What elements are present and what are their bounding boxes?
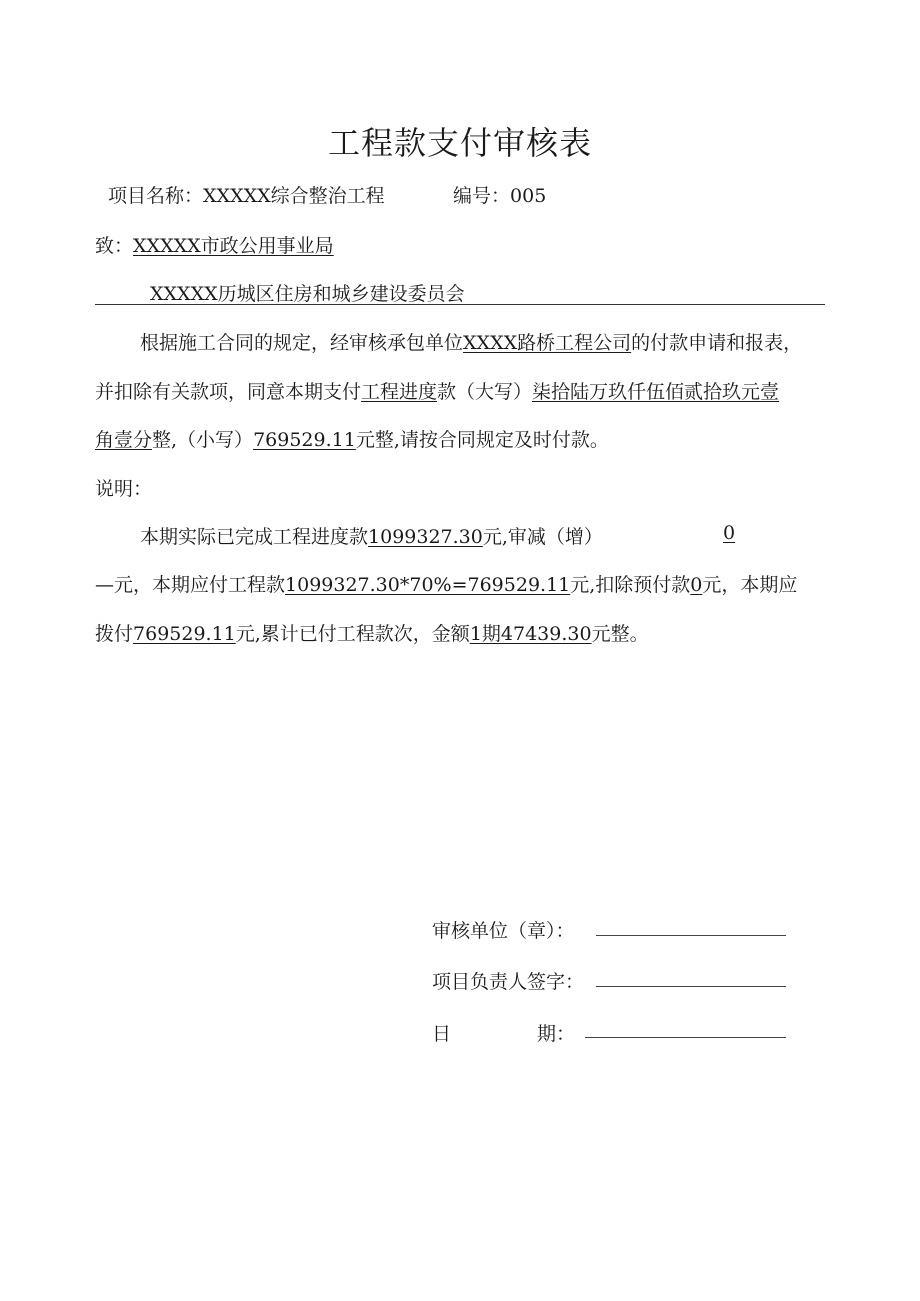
- notes-line-3: [95, 619, 649, 646]
- notes-text: 本期实际已完成工程进度款: [140, 526, 369, 548]
- page-title: 工程款支付审核表: [327, 124, 592, 162]
- body-text: 元整,请按合同规定及时付款。: [355, 429, 609, 451]
- date-label-2: 期：: [537, 1023, 576, 1045]
- body-text: 并扣除有关款项，同意本期支付: [95, 381, 362, 403]
- date-sign-line[interactable]: [585, 1037, 786, 1038]
- amount-words-1: 柒拾陆万玖仟伍佰贰拾玖元壹: [532, 381, 780, 403]
- recipient-line-1: [95, 231, 334, 258]
- manager-sign-line[interactable]: [596, 986, 786, 987]
- payment-type: 工程进度: [361, 381, 438, 403]
- divider-rule: [95, 304, 825, 305]
- notes-text: 元整。: [591, 623, 649, 645]
- body-text: 根据施工合同的规定，经审核承包单位: [140, 332, 464, 354]
- completed-amount: 1099327.30: [368, 526, 483, 548]
- body-line-2: [95, 377, 779, 404]
- manager-signature-label: 项目负责人签字：: [432, 971, 585, 993]
- number-line: [453, 181, 546, 208]
- number-label: 编号：: [453, 185, 511, 207]
- audit-adjustment: 0: [723, 522, 736, 544]
- payable-calculation: 1099327.30*70%=769529.11: [285, 574, 571, 596]
- project-label: 项目名称：: [108, 185, 204, 207]
- body-line-1: [140, 328, 802, 355]
- notes-text: 元,累计已付工程款次，金额: [235, 623, 470, 645]
- notes-text: —元，本期应付工程款: [95, 574, 286, 596]
- project-name-line: [108, 181, 385, 208]
- cumulative-payment: 1期47439.30: [469, 623, 592, 645]
- amount-words-2: 角壹分: [95, 429, 153, 451]
- to-label: 致：: [95, 235, 134, 257]
- body-line-3: [95, 425, 609, 452]
- contractor-name: XXXX路桥工程公司: [463, 332, 632, 354]
- notes-line-2: [95, 570, 797, 597]
- audit-unit-label: 审核单位（章）：: [432, 920, 575, 942]
- recipient-2: XXXXX历城区住房和城乡建设委员会: [150, 283, 465, 305]
- notes-text: 元，本期应: [702, 574, 798, 596]
- notes-text: 元,扣除预付款: [570, 574, 691, 596]
- notes-text: 拨付: [95, 623, 134, 645]
- date-label-1: 日: [432, 1023, 452, 1045]
- body-text: 整,（小写）: [152, 429, 254, 451]
- body-text: 的付款申请和报表，: [631, 332, 803, 354]
- notes-text: 元,审减（增）: [482, 526, 603, 548]
- amount-figures: 769529.11: [253, 429, 356, 451]
- body-text: 款（大写）: [437, 381, 533, 403]
- recipient-1: XXXXX市政公用事业局: [133, 235, 334, 257]
- project-name: XXXXX综合整治工程: [203, 185, 385, 207]
- notes-label: 说明：: [95, 478, 153, 500]
- prepayment-amount: 0: [690, 574, 703, 596]
- allocated-amount: 769529.11: [133, 623, 236, 645]
- audit-unit-sign-line[interactable]: [596, 935, 786, 936]
- document-number: 005: [510, 185, 547, 207]
- notes-line-1: [140, 522, 603, 549]
